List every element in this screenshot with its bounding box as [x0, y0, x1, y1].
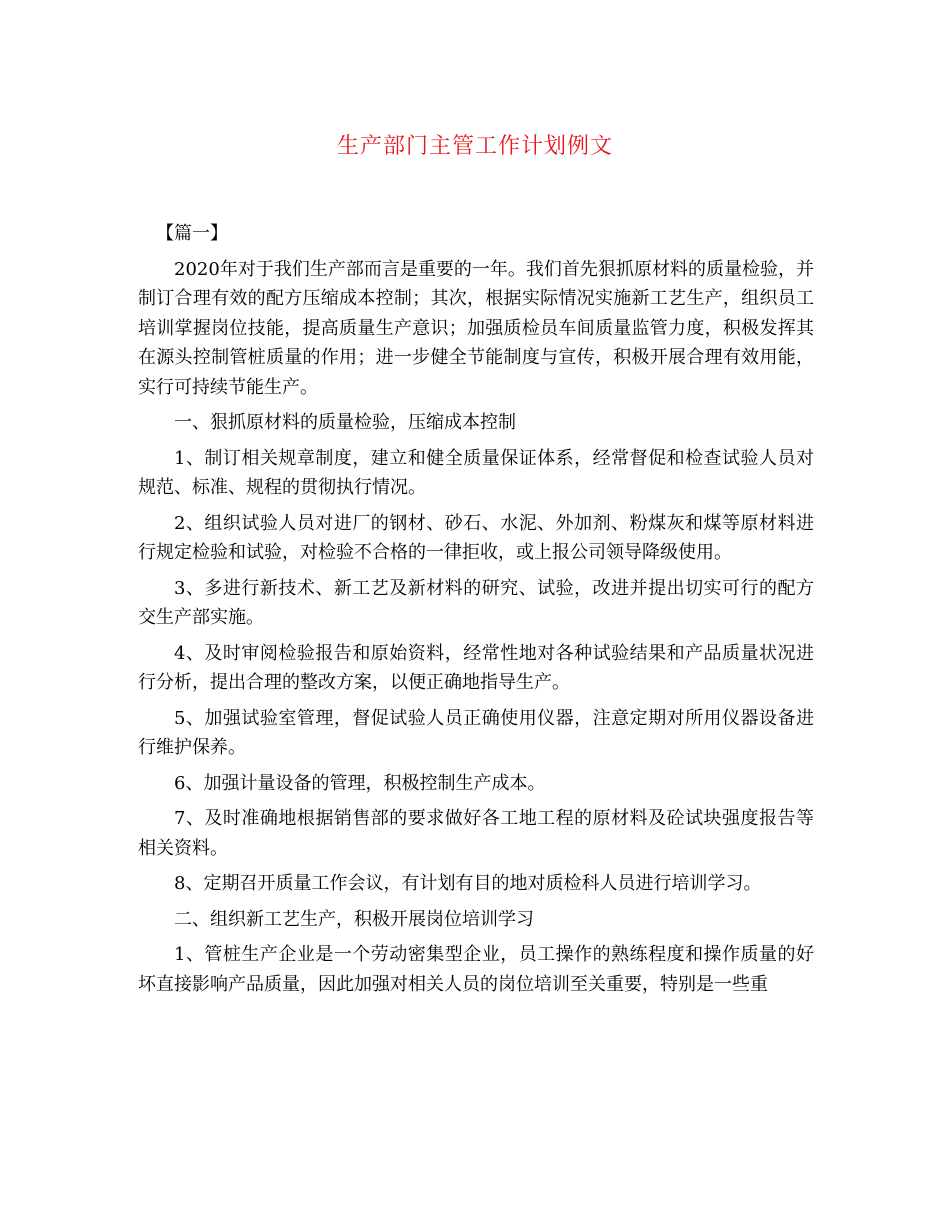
paragraph-item: 2、组织试验人员对进厂的钢材、砂石、水泥、外加剂、粉煤灰和煤等原材料进行规定检验和试验，对检验不合格的一律拒收，或上报公司领导降级使用。	[138, 512, 814, 563]
paragraph-item: 7、及时准确地根据销售部的要求做好各工地工程的原材料及砼试块强度报告等相关资料。	[138, 808, 814, 859]
paragraph-item: 1、管桩生产企业是一个劳动密集型企业，员工操作的熟练程度和操作质量的好坏直接影响产品质量，因此加强对相关人员的岗位培训至关重要，特别是一些重	[138, 944, 814, 995]
paragraph-item: 6、加强计量设备的管理，积极控制生产成本。	[174, 772, 546, 794]
paragraph-intro: 2020年对于我们生产部而言是重要的一年。我们首先狠抓原材料的质量检验，并制订合理有效的配方压缩成本控制；其次，根据实际情况实施新工艺生产，组织员工培训掌握岗位技能，提高质量生产意识；加强质检员车间质量监管力度，积极发挥其在源头控制管桩质量的作用；进一步健全节能制度与宣传，积极开展合理有效用能，实行可持续节能生产。	[138, 258, 814, 398]
section-heading: 【篇一】	[156, 223, 228, 244]
document-title: 生产部门主管工作计划例文	[336, 134, 613, 159]
paragraph-item: 4、及时审阅检验报告和原始资料，经常性地对各种试验结果和产品质量状况进行分析，提出合理的整改方案，以便正确地指导生产。	[138, 642, 814, 693]
paragraph-heading-2: 二、组织新工艺生产，积极开展岗位培训学习	[174, 908, 534, 930]
document-body	[138, 219, 814, 1005]
paragraph-item: 3、多进行新技术、新工艺及新材料的研究、试验，改进并提出切实可行的配方交生产部实施。	[138, 577, 814, 628]
paragraph-item: 8、定期召开质量工作会议，有计划有目的地对质检科人员进行培训学习。	[174, 873, 762, 894]
paragraph-heading-1: 一、狠抓原材料的质量检验，压缩成本控制	[174, 412, 516, 433]
paragraph-item: 1、制订相关规章制度，建立和健全质量保证体系，经常督促和检查试验人员对规范、标准、规程的贯彻执行情况。	[138, 447, 814, 498]
paragraph-item: 5、加强试验室管理，督促试验人员正确使用仪器，注意定期对所用仪器设备进行维护保养。	[138, 707, 814, 758]
